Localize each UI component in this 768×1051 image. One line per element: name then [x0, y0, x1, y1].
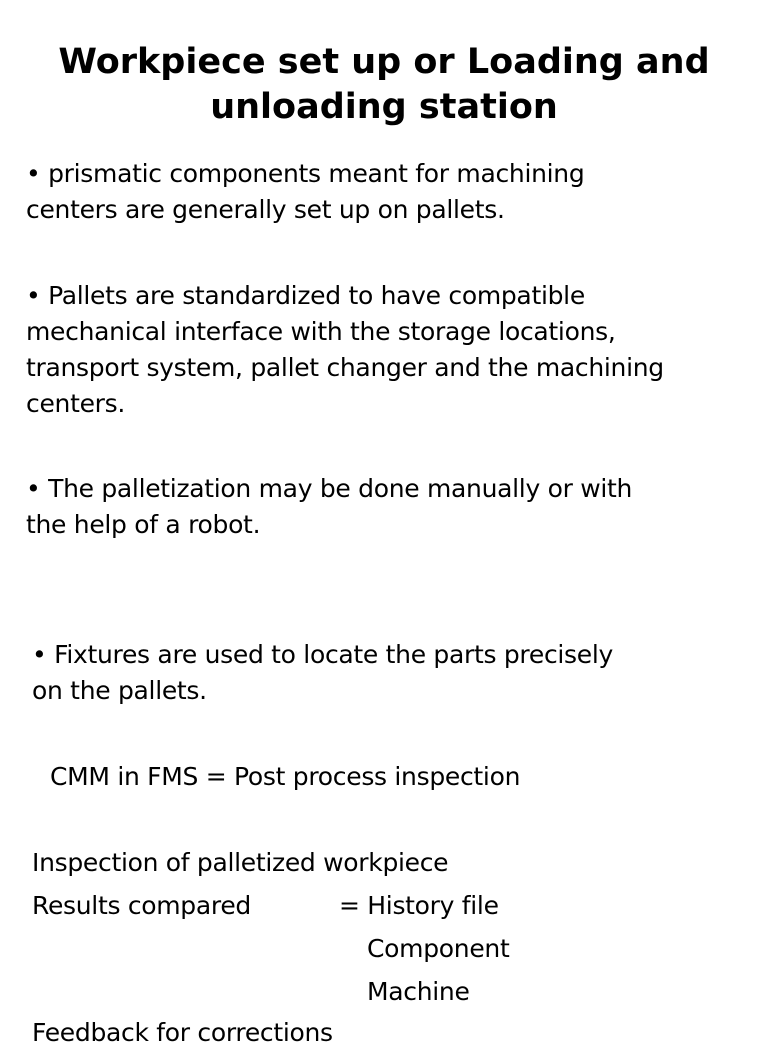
bullet-line: centers. — [26, 389, 126, 418]
slide-title-line-2: unloading station — [210, 87, 558, 127]
bullet-line: centers are generally set up on pallets. — [26, 195, 505, 224]
inspection-line: Inspection of palletized workpiece — [32, 848, 449, 877]
slide-title — [0, 40, 768, 130]
compared-item-machine: Machine — [367, 977, 470, 1006]
bullet-fixtures — [32, 637, 613, 709]
bullet-line: • Pallets are standardized to have compatible — [26, 281, 585, 310]
bullet-line: • The palletization may be done manually or with — [26, 474, 633, 503]
results-compared-value: = History file — [339, 891, 499, 920]
bullet-line: on the pallets. — [32, 676, 207, 705]
bullet-line: • Fixtures are used to locate the parts precisely — [32, 640, 613, 669]
cmm-in-fms-line: CMM in FMS = Post process inspection — [50, 762, 521, 791]
bullet-line: mechanical interface with the storage locations, — [26, 317, 616, 346]
bullet-line: the help of a robot. — [26, 510, 261, 539]
compared-item-component: Component — [367, 934, 510, 963]
bullet-palletization — [26, 471, 632, 543]
bullet-line: transport system, pallet changer and the machining — [26, 353, 664, 382]
bullet-pallets-standardized — [26, 278, 664, 422]
feedback-line-cut-off: Feedback for corrections — [32, 1018, 333, 1047]
results-compared-label: Results compared — [32, 891, 251, 920]
bullet-line: • prismatic components meant for machining — [26, 159, 585, 188]
slide-title-line-1: Workpiece set up or Loading and — [58, 42, 710, 82]
bullet-prismatic-components — [26, 156, 584, 228]
